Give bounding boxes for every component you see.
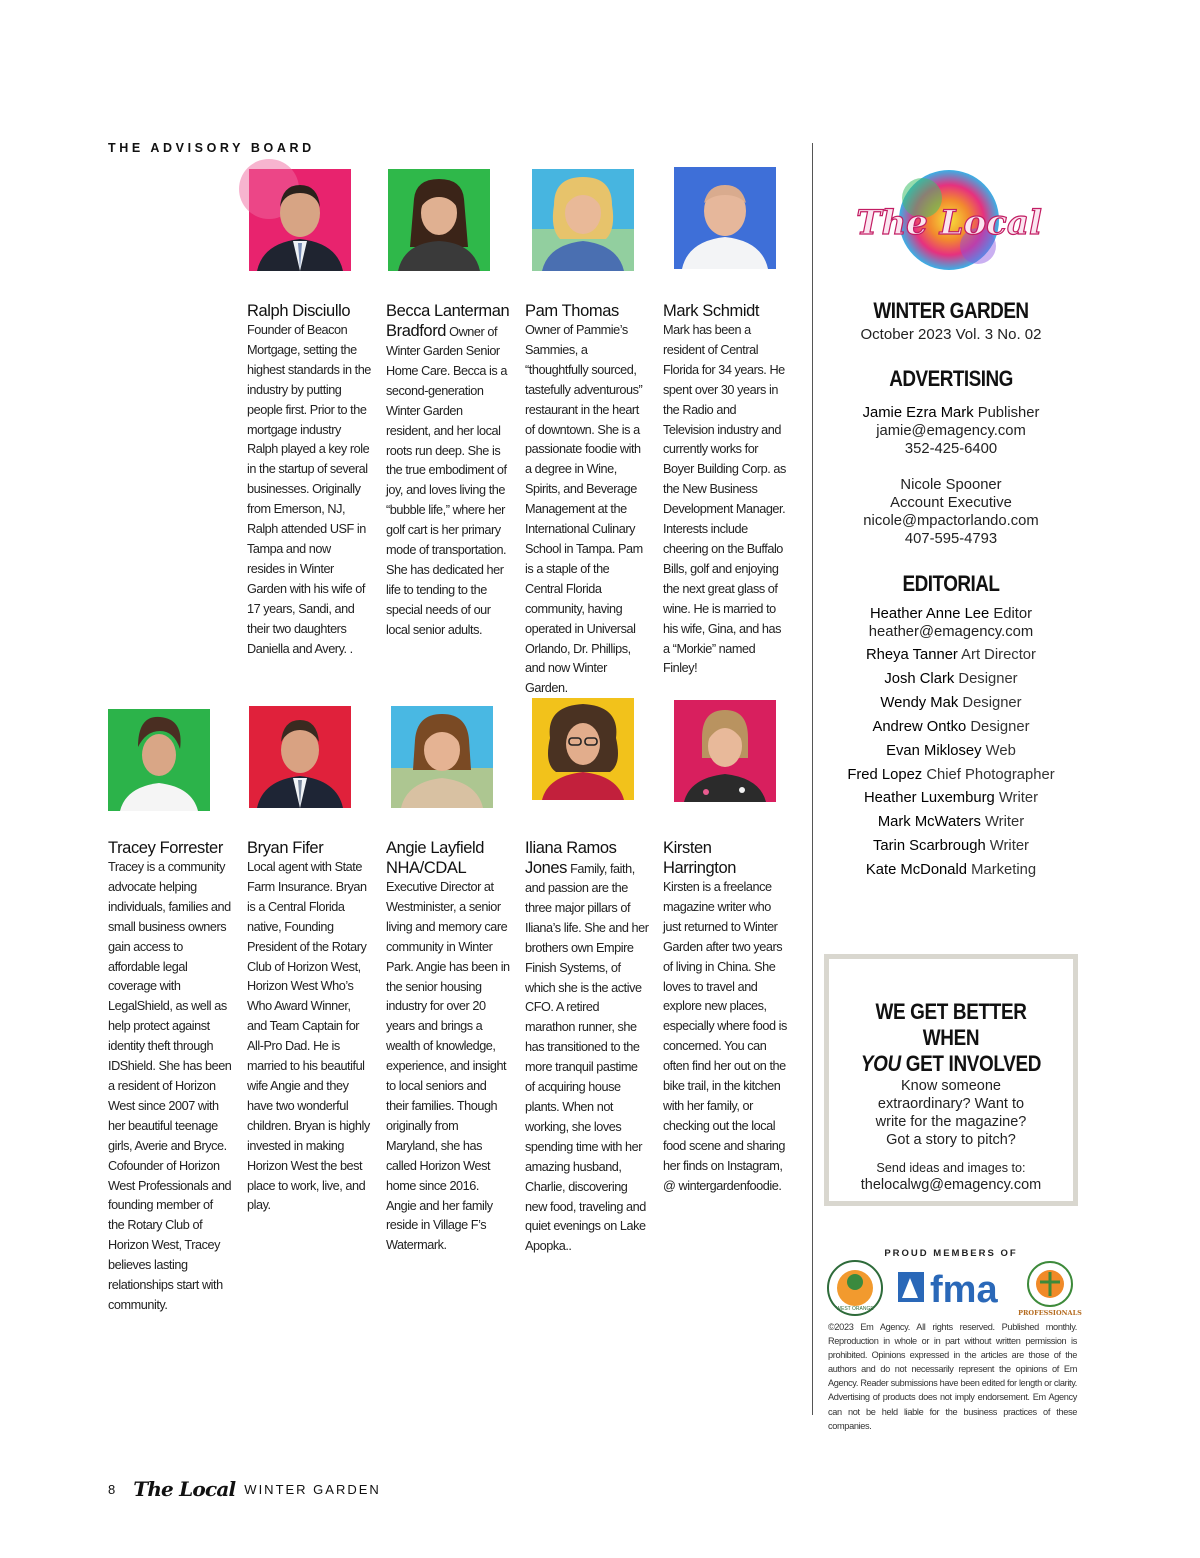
portrait-pam-thomas (532, 169, 634, 271)
editor-name-line (826, 605, 1076, 623)
bio-bryan-fifer (247, 838, 371, 1216)
staff-line (826, 811, 1076, 835)
cta-body (829, 1077, 1073, 1149)
bio-text: Mark has been a resident of Central Florida for 34 years. He spent over 30 years in the Radio and Television industry and currently works for Boyer Building Corp. as the New Business Development Manager. Interests include cheering on the Buffalo Bills, golf and enjoying the next great glass of wine. He is married to his wife, Gina, and has a “Morkie” named Finley! (663, 323, 786, 676)
ad-contact-1-phone: 352-425-6400 (904, 441, 998, 457)
page-number: 8 (108, 1481, 116, 1497)
ad-contact-1-name-line (826, 404, 1076, 422)
bio-text: Executive Director at Westminister, a senior living and memory care community in Winter Park. Angie has been in the senior housing industry for over 20 years and brings a wealth of knowledge, experience, and insight to local seniors and their families. Though originally from Maryland, she has called Horizon West home since 2016. Angie and her family reside in Village F’s Watermark. (386, 880, 510, 1253)
bio-text: Tracey is a community advocate helping individuals, families and small business owners gain access to affordable legal coverage with LegalShield, as well as help protect against identity theft through IDShield. She has been a resident of Horizon West since 2007 with her beautiful teenage girls, Averie and Bryce. Cofounder of Horizon West Professionals and founding member of the Rotary Club of Horizon West, Tracey believes lasting relationships start with community. (108, 860, 232, 1312)
bio-mark-schmidt (663, 301, 787, 679)
staff-line (826, 835, 1076, 859)
advertising-block (826, 366, 1076, 548)
staff-line (826, 764, 1076, 788)
bio-inline-text: Family, faith, (567, 862, 635, 876)
staff-list (826, 644, 1076, 883)
portrait-ralph-disciullo (249, 169, 351, 271)
cta-body-line: write for the magazine? (875, 1114, 1027, 1130)
west-orange-chamber-badge (828, 1261, 882, 1315)
staff-line (826, 644, 1076, 668)
staff-name: Andrew Ontko (872, 718, 967, 735)
cta-title-line2 (846, 1051, 1056, 1077)
bio-becca-lanterman-bradford (386, 301, 510, 641)
portrait-bryan-fifer (249, 706, 351, 808)
bio-inline-text: Owner of (446, 325, 498, 339)
masthead-title: WINTER GARDEN (873, 298, 1029, 323)
bio-name-extra: NHA/CDAL (386, 859, 467, 877)
bio-name: Kirsten (663, 839, 712, 857)
page-footer (108, 1476, 381, 1502)
ad-contact-2-name: Nicole Spooner (900, 477, 1002, 493)
portrait-tracey-forrester (108, 709, 210, 811)
get-involved-box (824, 954, 1078, 1206)
cta-email[interactable]: thelocalwg@emagency.com (860, 1177, 1042, 1193)
masthead-issue: October 2023 Vol. 3 No. 02 (860, 326, 1042, 343)
staff-name: Tarin Scarbrough (873, 838, 986, 855)
cta-title-rest: GET INVOLVED (900, 1051, 1042, 1076)
footer-edition: WINTER GARDEN (244, 1481, 381, 1497)
horizon-west-professionals-badge (1018, 1262, 1082, 1317)
staff-role: Writer (985, 838, 1029, 855)
legal-notice: ©2023 Em Agency. All rights reserved. Published monthly. Reproduction in whole or in part without written permission is prohibited. Opinions expressed in the articles are those of the authors and do not necessarily represent the opinions of Em Agency. Reader submissions have been edited for length or clarity. Advertising of products does not imply endorsement. Em Agency can not be held liable for the business practices of these companies. (828, 1322, 1077, 1431)
cta-title-line1: WE GET BETTER WHEN (875, 999, 1027, 1050)
staff-line (826, 740, 1076, 764)
bio-name: Pam Thomas (525, 302, 619, 320)
staff-line (826, 668, 1076, 692)
cta-title-you: YOU (860, 1051, 901, 1076)
fma-badge (898, 1269, 998, 1311)
staff-name: Heather Luxemburg (863, 790, 995, 807)
staff-role: Designer (954, 670, 1018, 687)
footer-brand: The Local (133, 1477, 236, 1501)
staff-role: Art Director (957, 647, 1036, 663)
staff-role: Designer (958, 694, 1022, 711)
staff-role: Designer (966, 718, 1030, 735)
editor-role: Editor (989, 606, 1033, 622)
bio-text: Owner of Pammie’s Sammies, a “thoughtfully sourced, tastefully adventurous” restaurant in the heart of downtown. She is a passionate foodie with a degree in Wine, Spirits, and Beverage Management at the International Culinary School in Tampa. Pam is a staple of the Central Florida community, having operated in Universal Orlando, Dr. Phillips, and now Winter Garden. (525, 323, 643, 696)
cta-body-line: Know someone (901, 1078, 1001, 1094)
portrait-becca-lanterman-bradford (388, 169, 490, 271)
fma-label: fma (930, 1269, 998, 1311)
bio-name-line2 (386, 322, 497, 340)
bio-kirsten-harrington (663, 838, 787, 1197)
portrait-kirsten-harrington (674, 700, 776, 802)
editor-name: Heather Anne Lee (869, 606, 990, 622)
logo-text: The Local (856, 203, 1042, 243)
ad-contact-2-role: Account Executive (890, 495, 1012, 511)
bio-name: Bryan Fifer (247, 839, 324, 857)
bio-name: Mark Schmidt (663, 302, 760, 320)
bio-angie-layfield (386, 838, 510, 1256)
staff-line (826, 859, 1076, 883)
bio-iliana-ramos-jones (525, 838, 649, 1257)
staff-name: Rheya Tanner (866, 647, 958, 663)
section-label: THE ADVISORY BOARD (108, 141, 315, 155)
bio-name: Ralph Disciullo (247, 302, 351, 320)
cta-title (846, 999, 1056, 1077)
staff-line (826, 787, 1076, 811)
professionals-label: PROFESSIONALS (1018, 1309, 1082, 1317)
portrait-angie-layfield (391, 706, 493, 808)
column-divider (812, 143, 813, 1415)
member-badges (826, 1258, 1084, 1318)
staff-name: Evan Miklosey (886, 742, 982, 759)
staff-role: Chief Photographer (922, 766, 1055, 783)
masthead-title-block (826, 298, 1076, 344)
cta-send-label: Send ideas and images to: (876, 1161, 1026, 1175)
bio-name: Angie Layfield (386, 839, 485, 857)
bio-name-extra: Bradford (386, 322, 447, 340)
bio-name-extra: Harrington (663, 859, 737, 877)
ad-contact-1-role: Publisher (973, 405, 1040, 421)
staff-role: Web (981, 742, 1016, 759)
bio-name: Becca Lanterman (386, 302, 510, 320)
ad-contact-1-email[interactable]: jamie@emagency.com (876, 423, 1026, 439)
staff-line (826, 716, 1076, 740)
staff-role: Marketing (967, 862, 1037, 879)
portrait-mark-schmidt (674, 167, 776, 269)
staff-line (826, 692, 1076, 716)
staff-name: Mark McWaters (877, 814, 981, 831)
bio-pam-thomas (525, 301, 649, 699)
advertising-heading: ADVERTISING (889, 366, 1013, 391)
bio-text: Winter Garden Senior Home Care. Becca is a second-generation Winter Garden resident, and her local roots run deep. She is the true embodiment of joy, and loves living the “bubble life,” where her golf cart is her primary mode of transportation. She has dedicated her life to tending to the special needs of our local senior adults. (386, 344, 507, 637)
staff-name: Wendy Mak (880, 694, 959, 711)
bio-name-line2 (525, 858, 649, 879)
the-local-logo (856, 168, 1042, 272)
editor-email[interactable]: heather@emagency.com (868, 624, 1034, 640)
bio-text: Founder of Beacon Mortgage, setting the highest standards in the industry by putting people first. Prior to the mortgage industry Ralph played a key role in the startup of several businesses. Originally from Emerson, NJ, Ralph attended USF in Tampa and now resides in Winter Garden with his wife of 17 years, Sandi, and their two daughters Daniella and Avery. . (247, 323, 371, 656)
cta-body-line: extraordinary? Want to (877, 1096, 1025, 1112)
proud-members-label: PROUD MEMBERS OF (884, 1248, 1018, 1259)
ad-contact-1-name: Jamie Ezra Mark (862, 405, 974, 421)
staff-name: Kate McDonald (865, 862, 968, 879)
staff-name: Fred Lopez (847, 766, 923, 783)
cta-body-line: Got a story to pitch? (886, 1132, 1016, 1148)
bio-name: Tracey Forrester (108, 839, 223, 857)
staff-role: Writer (980, 814, 1025, 831)
portrait-iliana-ramos-jones (532, 698, 634, 800)
editorial-block (826, 571, 1076, 883)
bio-name: Iliana Ramos (525, 839, 617, 857)
editorial-heading: EDITORIAL (902, 571, 1000, 596)
bio-ralph-disciullo (247, 301, 371, 659)
bio-tracey-forrester (108, 838, 232, 1316)
west-orange-label: WEST ORANGE (836, 1306, 874, 1312)
ad-contact-2-email[interactable]: nicole@mpactorlando.com (863, 513, 1039, 529)
staff-role: Writer (994, 790, 1039, 807)
bio-text: Local agent with State Farm Insurance. Bryan is a Central Florida native, Founding President of the Rotary Club of Horizon West, Horizon West Who’s Who Award Winner, and Team Captain for All-Pro Dad. He is married to his beautiful wife Angie and they have two wonderful children. Bryan is highly invested in making Horizon West the best place to work, live, and play. (247, 860, 370, 1213)
bio-text: Kirsten is a freelance magazine writer who just returned to Winter Garden after two years of living in China. She loves to travel and explore new places, especially where food is concerned. You can often find her out on the bike trail, in the kitchen with her family, or checking out the local food scene and sharing her finds on Instagram, @ wintergardenfoodie. (663, 880, 787, 1193)
bio-name-extra: Jones (525, 859, 568, 877)
bio-text: and passion are the three major pillars of Iliana’s life. She and her brothers own Empire Finish Systems, of which she is the active CFO. A retired marathon runner, she has transitioned to the more tranquil pastime of acquiring house plants. When not working, she loves spending time with her amazing husband, Charlie, discovering new food, traveling and quiet evenings on Lake Apopka.. (525, 881, 649, 1254)
staff-name: Josh Clark (884, 670, 955, 687)
ad-contact-2-phone: 407-595-4793 (904, 531, 998, 547)
